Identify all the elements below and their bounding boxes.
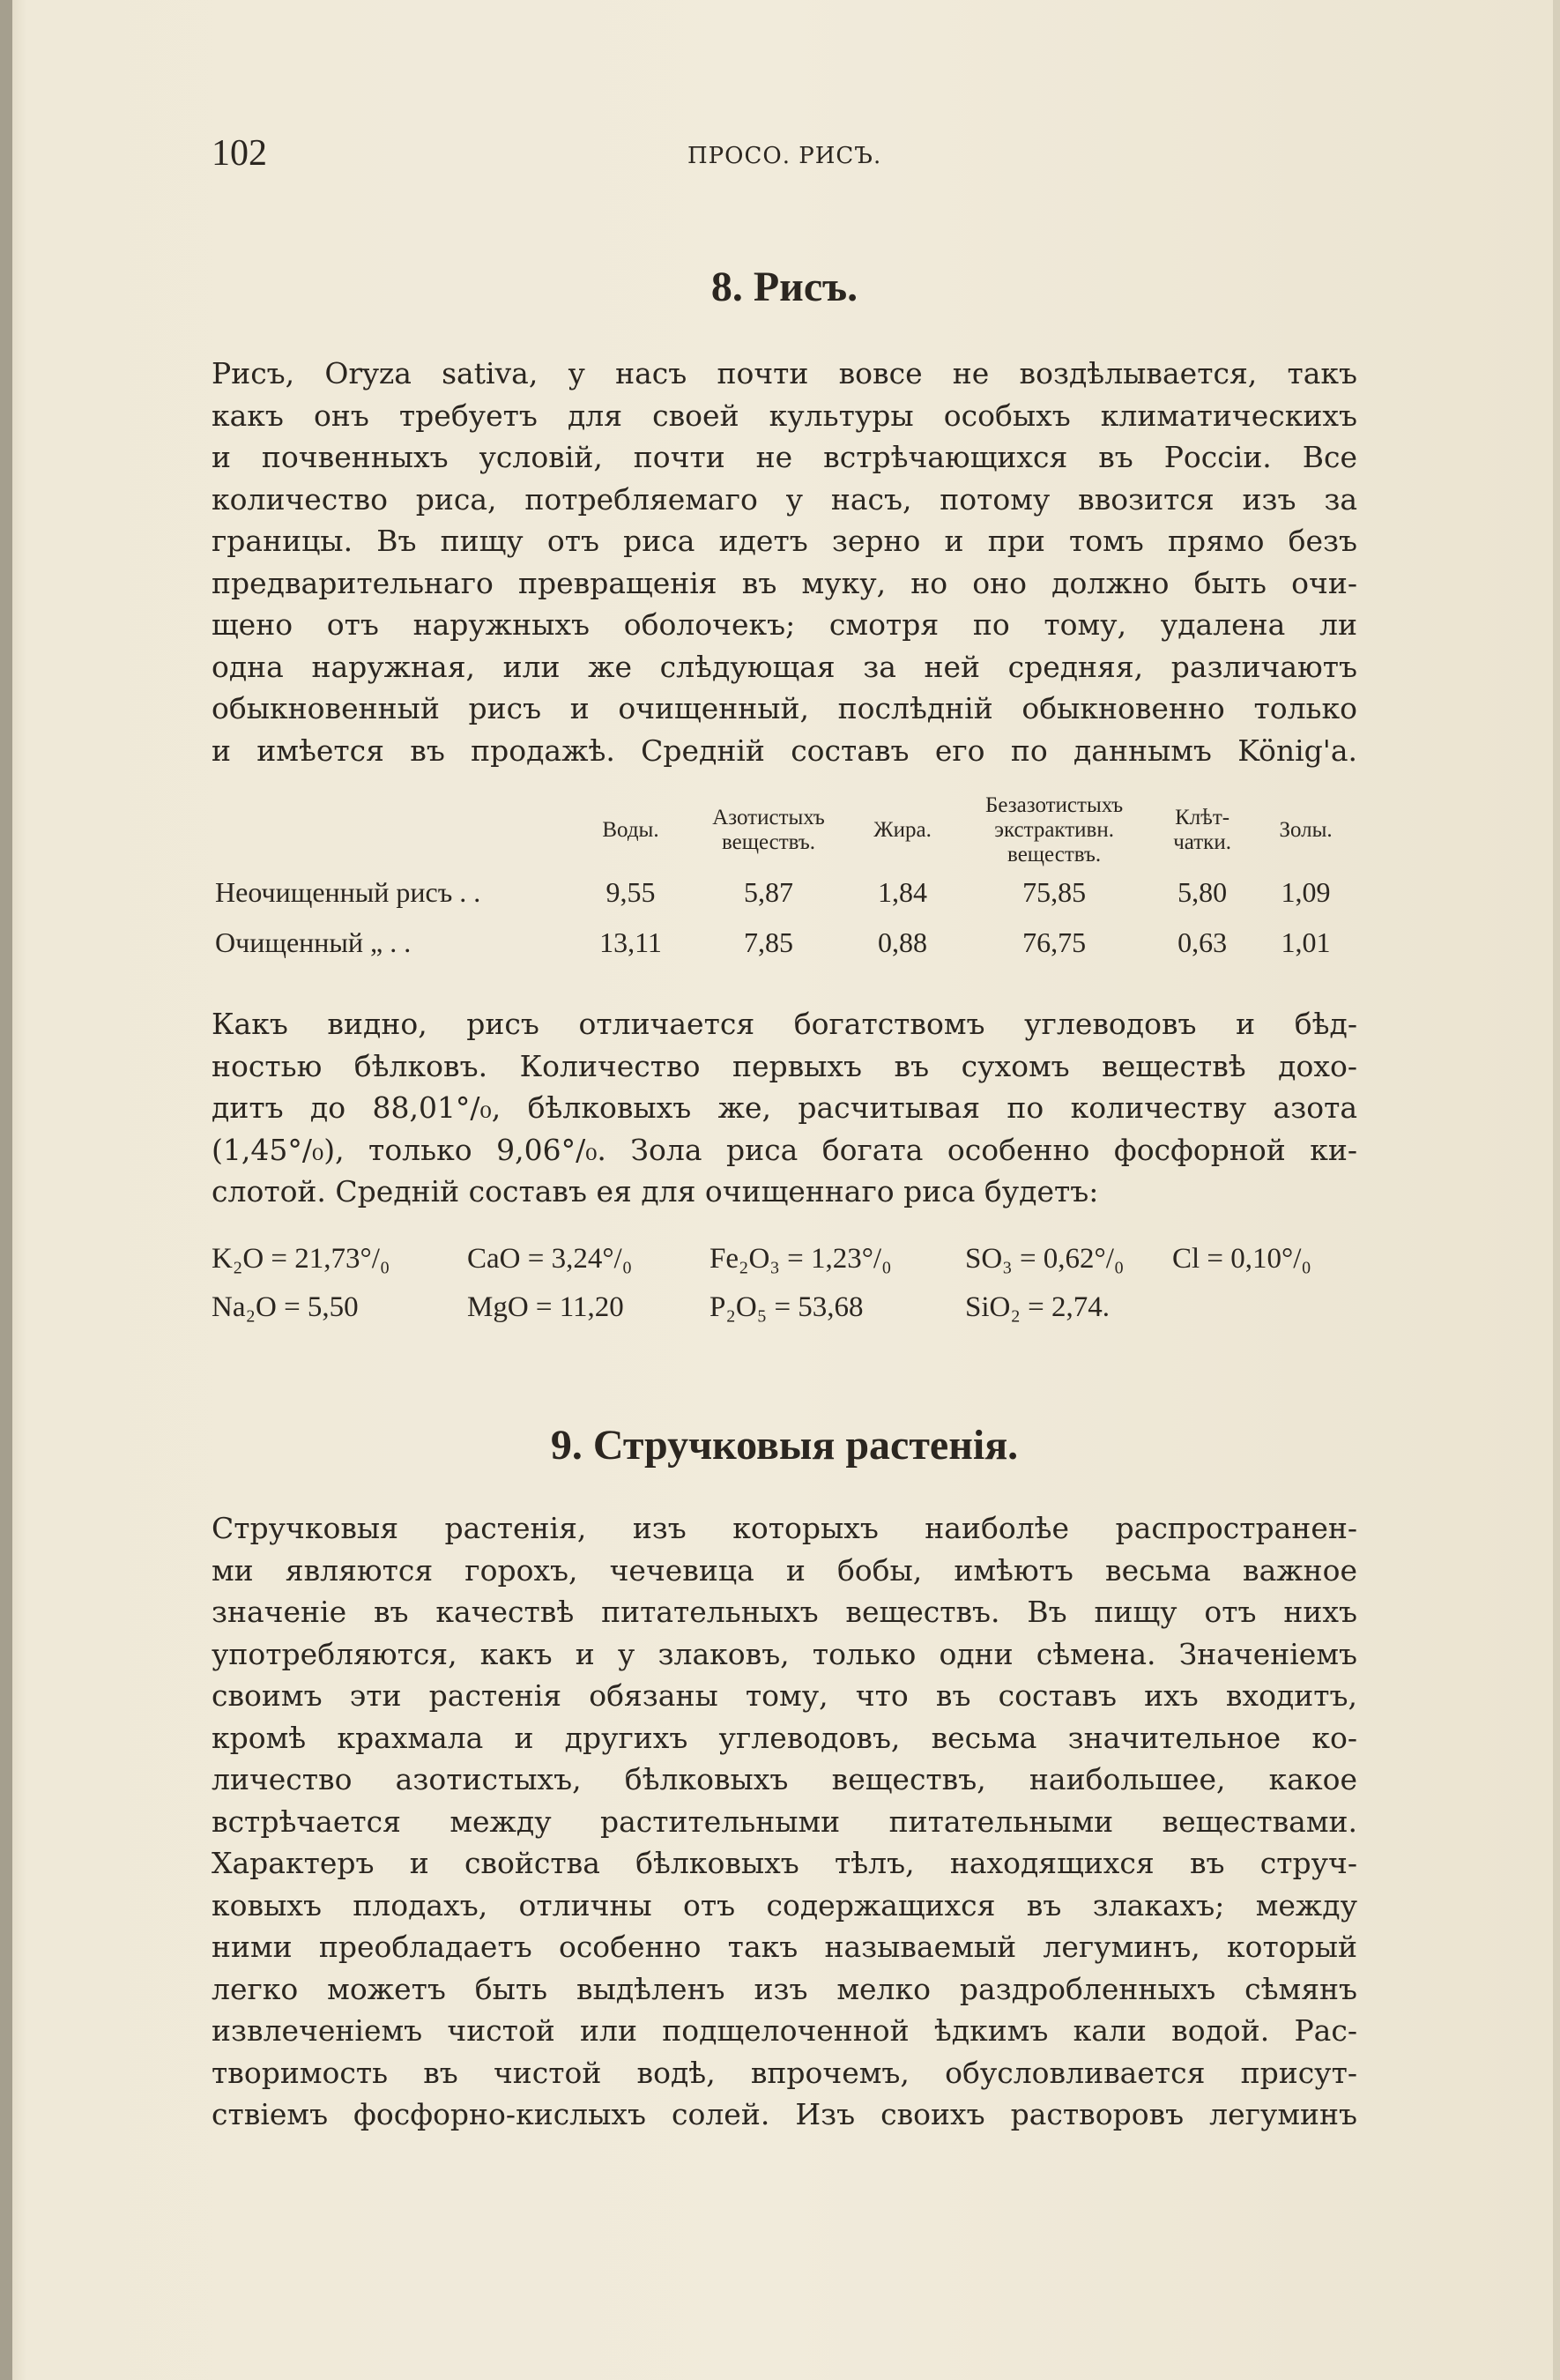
ash-value: SiO₂ = 2,74. [965,1291,1110,1323]
text-line: ми являются горохъ, чечевица и бобы, имѣютъ весьма важное [212,1552,1357,1588]
table-row [212,918,1357,968]
text-line: границы. Въ пищу отъ риса идетъ зерно и при томъ прямо безъ [212,524,1357,558]
text-line: обыкновенный рисъ и очищенный, послѣдній обыкновенно только [212,691,1357,725]
table-cell: 9,55 [605,876,656,908]
text-line: ностью бѣлковъ. Количество первыхъ въ сухомъ веществѣ дохо- [212,1048,1357,1083]
ash-value: MgO = 11,20 [467,1291,624,1323]
text-line: своимъ эти растенія обязаны тому, что въ составъ ихъ входитъ, [212,1678,1357,1713]
page-number: 102 [212,133,267,174]
text-line: количество риса, потребляемаго у насъ, потому ввозится изъ за [212,481,1357,517]
column-header: Жира. [873,818,932,842]
column-header: Азотистыхъ веществъ. [712,806,825,854]
ash-value: Cl = 0,10°/₀ [1172,1243,1311,1275]
text-line: Стручковыя растенія, изъ которыхъ наиболѣе распространен- [212,1511,1357,1545]
text-line: предварительнаго превращенія въ муку, но оно должно быть очи- [212,565,1357,600]
text-line: употребляются, какъ и у злаковъ, только одни сѣмена. Значеніемъ [212,1636,1357,1671]
text-line: значеніе въ качествѣ питательныхъ веществъ. Въ пищу отъ нихъ [212,1595,1357,1629]
column-header: Клѣт-чатки. [1173,806,1231,854]
ash-value: Fe₂O₃ = 1,23°/₀ [709,1243,892,1275]
text-line: Какъ видно, рисъ отличается богатствомъ углеводовъ и бѣд- [212,1007,1357,1041]
running-title: ПРОСО. РИСЪ. [687,143,882,169]
section-8-paragraph-1 [212,353,1357,771]
text-line: личество азотистыхъ, бѣлковыхъ веществъ, наибольшее, какое [212,1762,1357,1796]
text-line: одна наружная, или же слѣдующая за ней средняя, различаютъ [212,649,1357,684]
ash-value: Na₂O = 5,50 [212,1291,359,1323]
section-8-title: 8. Рисъ. [710,264,858,310]
text-line: извлеченіемъ чистой или подщелоченной ѣдкимъ кали водой. Рас- [212,2013,1357,2048]
book-spine [0,0,12,2380]
table-cell: 1,09 [1281,876,1331,908]
rice-composition-table [212,793,1357,968]
table-cell: 7,85 [744,926,793,958]
text-line: ствіемъ фосфорно-кислыхъ солей. Изъ своихъ растворовъ легуминъ [212,2097,1357,2131]
ash-composition [212,1243,1357,1340]
text-line: дитъ до 88,01°/₀, бѣлковыхъ же, расчитывая по количеству азота [212,1090,1357,1125]
table-cell: 5,80 [1177,876,1228,908]
ash-value: P₂O₅ = 53,68 [709,1291,864,1323]
column-header: Воды. [602,818,659,842]
row-label: Неочищенный рисъ . . [215,876,481,908]
table-cell: 76,75 [1022,926,1087,958]
ash-value: CaO = 3,24°/₀ [467,1243,633,1275]
text-line: (1,45°/₀), только 9,06°/₀. Зола риса богата особенно фосфорной ки- [212,1132,1357,1167]
table-cell: 13,11 [599,926,662,958]
table-header-row [212,793,1357,867]
text-line: какъ онъ требуетъ для своей культуры особыхъ климатическихъ [212,398,1357,433]
column-header: Безазотистыхъ экстрактивн. веществъ. [984,793,1124,866]
section-9-title: 9. Стручковыя растенія. [550,1422,1019,1469]
column-header: Золы. [1279,818,1333,842]
section-9-paragraph [212,1507,1357,2136]
ash-value: SO₃ = 0,62°/₀ [965,1243,1125,1275]
ash-value: K₂O = 21,73°/₀ [212,1243,390,1275]
table-cell: 1,01 [1281,926,1331,958]
row-label: Очищенный „ . . [215,926,412,958]
table-cell: 0,88 [878,926,928,958]
page-edge [1553,0,1560,2380]
text-line: ними преобладаетъ особенно такъ называемый легуминъ, который [212,1930,1357,1964]
table-cell: 1,84 [878,876,928,908]
text-line: и почвенныхъ условій, почти не встрѣчающихся въ Россіи. Все [212,440,1357,474]
table-cell: 5,87 [744,876,793,908]
text-line: ковыхъ плодахъ, отличны отъ содержащихся въ злакахъ; между [212,1887,1357,1923]
text-line: Рисъ, Oryza sativa, у насъ почти вовсе не воздѣлывается, такъ [212,356,1357,390]
table-cell: 75,85 [1022,876,1087,908]
page-header [212,132,1357,185]
text-line: кромѣ крахмала и другихъ углеводовъ, весьма значительное ко- [212,1720,1357,1755]
table-row [212,867,1357,918]
table-header-blank [212,793,571,867]
text-line: щено отъ наружныхъ оболочекъ; смотря по тому, удалена ли [212,607,1357,642]
text-line: Характеръ и свойства бѣлковыхъ тѣлъ, находящихся въ струч- [212,1846,1357,1880]
section-8-paragraph-2 [212,1003,1357,1213]
text-line: встрѣчается между растительными питательными веществами. [212,1804,1357,1839]
table-cell: 0,63 [1177,926,1228,958]
text-line: и имѣется въ продажѣ. Среднiй составъ его по даннымъ König'а. [212,733,1357,768]
text-line: слотой. Среднiй составъ ея для очищеннаго риса будетъ: [212,1174,1099,1209]
text-line: легко можетъ быть выдѣленъ изъ мелко раздробленныхъ сѣмянъ [212,1971,1357,2006]
text-line: творимость въ чистой водѣ, впрочемъ, обусловливается присут- [212,2055,1357,2090]
